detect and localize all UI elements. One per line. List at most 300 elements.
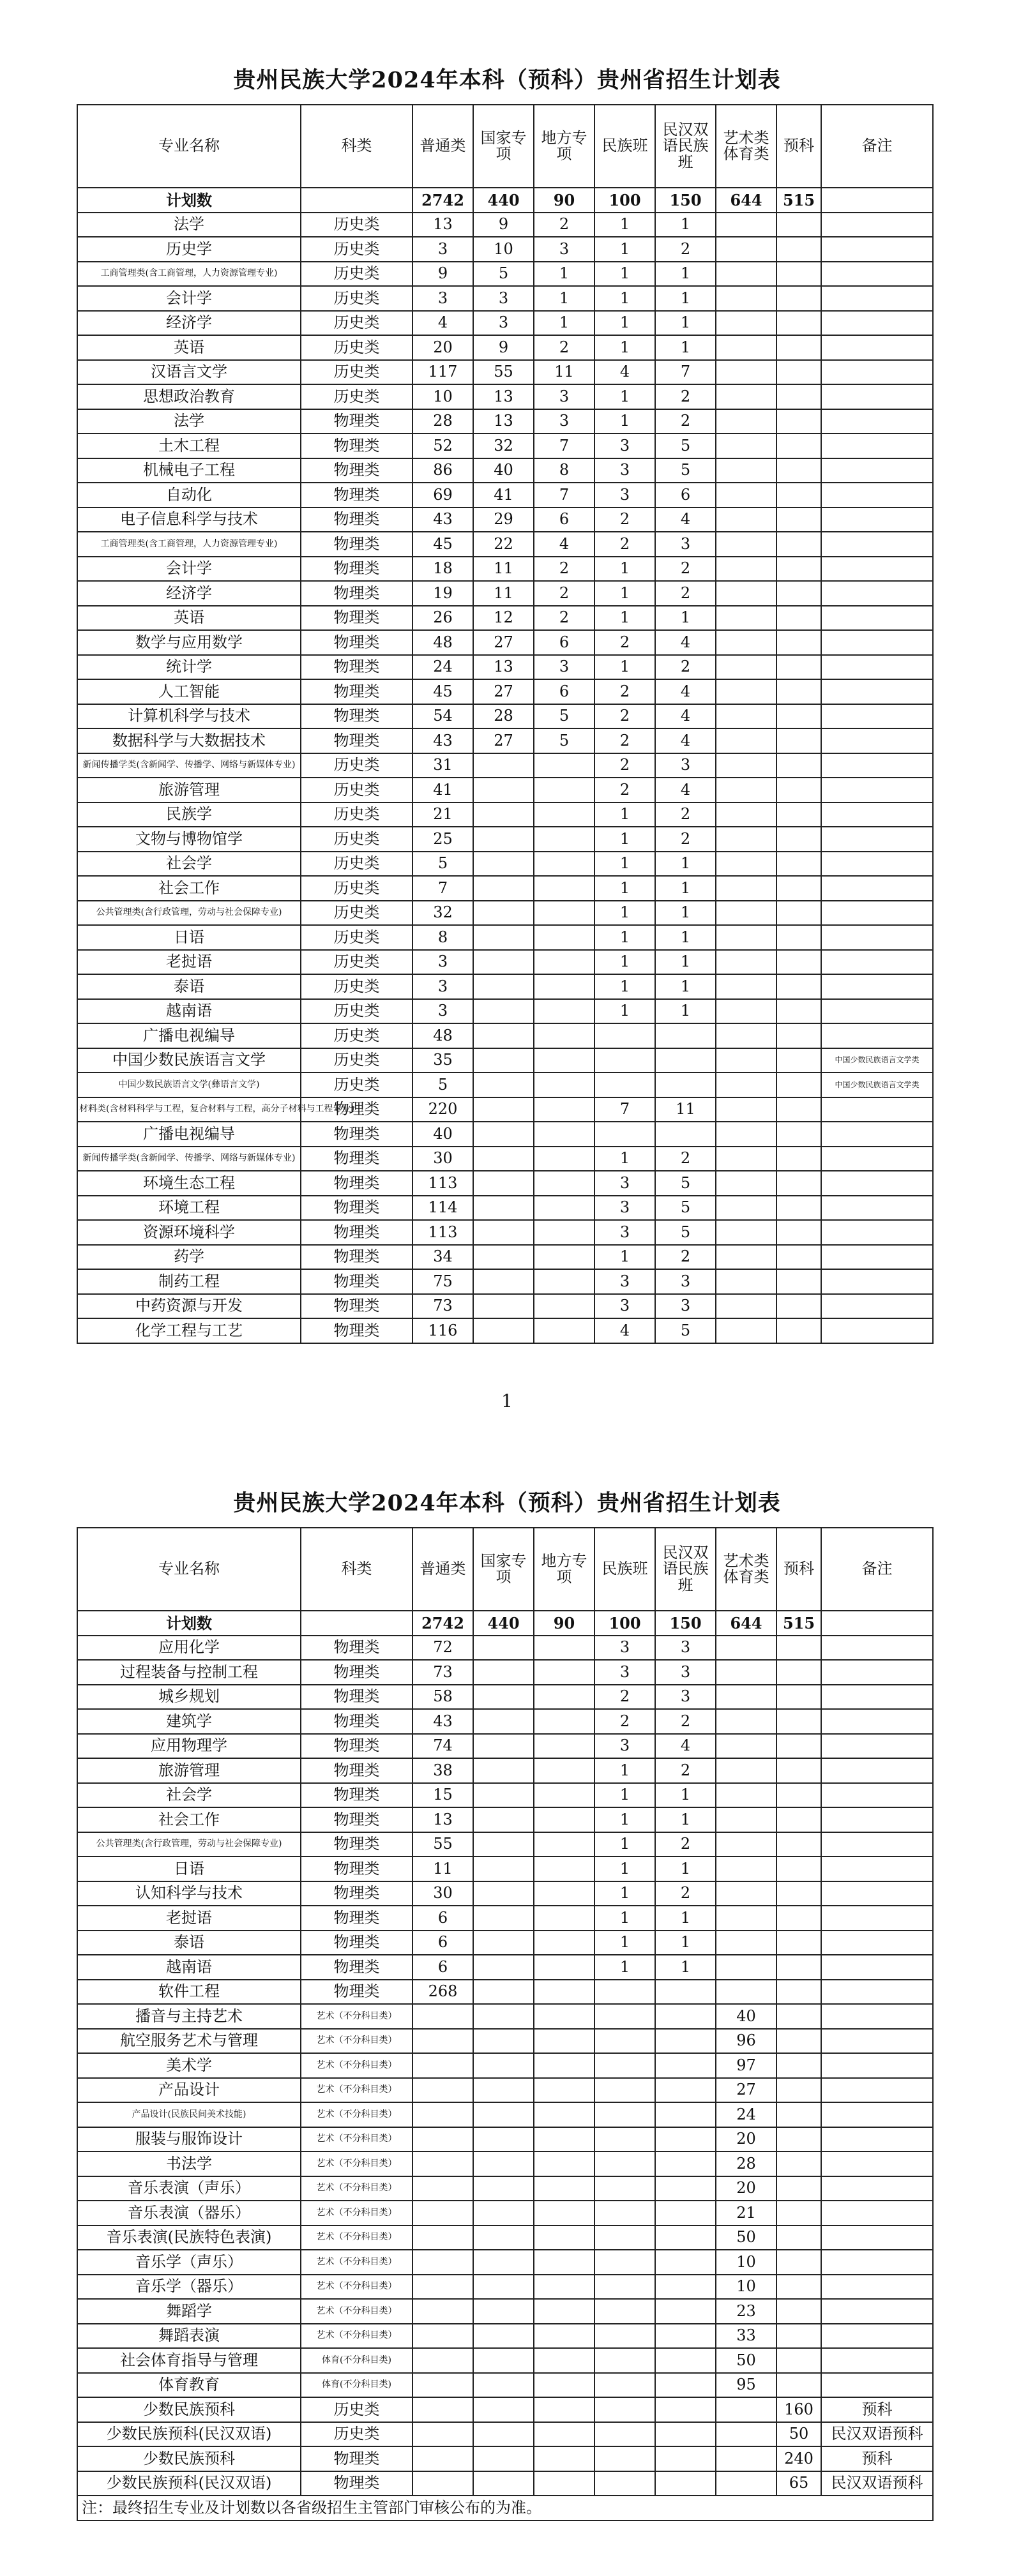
subject-cell: 物理类 <box>301 1196 412 1221</box>
ethnic-class-cell: 1 <box>594 1783 655 1808</box>
arts-sports-cell <box>716 508 776 532</box>
subject-cell: 物理类 <box>301 532 412 557</box>
remark-cell <box>821 1906 933 1931</box>
ethnic-class-cell <box>594 2078 655 2103</box>
total-arts-sports-cell: 644 <box>716 1611 776 1636</box>
major-cell: 越南语 <box>77 999 301 1024</box>
arts-sports-cell <box>716 999 776 1024</box>
ethnic-class-cell: 3 <box>594 1294 655 1319</box>
remark-cell <box>821 557 933 582</box>
remark-cell <box>821 1660 933 1685</box>
national-special-cell <box>473 2373 534 2398</box>
national-special-cell <box>473 1758 534 1783</box>
major-cell: 材料类(含材料科学与工程，复合材料与工程，高分子材料与工程专业) <box>77 1097 301 1122</box>
preparatory-cell <box>776 483 821 508</box>
local-special-cell: 1 <box>534 286 594 311</box>
remark-cell <box>821 1980 933 2005</box>
remark-cell <box>821 1097 933 1122</box>
remark-cell <box>821 1636 933 1661</box>
table-row <box>77 1685 933 1710</box>
preparatory-cell <box>776 2151 821 2176</box>
subject-cell: 物理类 <box>301 409 412 434</box>
national-special-cell <box>473 1269 534 1294</box>
remark-cell <box>821 2102 933 2127</box>
local-special-cell <box>534 1807 594 1832</box>
local-special-cell <box>534 1783 594 1808</box>
ethnic-class-cell: 2 <box>594 1709 655 1734</box>
preparatory-cell <box>776 827 821 852</box>
table-row <box>77 557 933 582</box>
national-special-cell: 27 <box>473 728 534 753</box>
table-row <box>77 606 933 631</box>
national-special-cell <box>473 2176 534 2201</box>
ethnic-class-cell: 1 <box>594 827 655 852</box>
remark-cell: 预科 <box>821 2397 933 2422</box>
bilingual-class-cell: 1 <box>655 974 716 999</box>
subject-cell: 物理类 <box>301 1783 412 1808</box>
ethnic-class-cell: 2 <box>594 532 655 557</box>
ethnic-class-cell: 1 <box>594 1807 655 1832</box>
local-special-cell <box>534 1955 594 1980</box>
subject-cell: 物理类 <box>301 630 412 655</box>
table-row <box>77 2226 933 2250</box>
regular-cell: 48 <box>412 630 473 655</box>
preparatory-cell <box>776 901 821 926</box>
bilingual-class-cell <box>655 1980 716 2005</box>
arts-sports-cell <box>716 974 776 999</box>
regular-cell: 25 <box>412 827 473 852</box>
ethnic-class-cell: 1 <box>594 581 655 606</box>
table-row <box>77 1832 933 1857</box>
regular-cell <box>412 2324 473 2349</box>
local-special-cell <box>534 1832 594 1857</box>
table-row <box>77 2422 933 2447</box>
table-row <box>77 1660 933 1685</box>
major-cell: 产品设计(民族民间美术技能) <box>77 2102 301 2127</box>
regular-cell: 58 <box>412 1685 473 1710</box>
subject-cell: 历史类 <box>301 778 412 802</box>
remark-cell <box>821 2201 933 2226</box>
table-row <box>77 2201 933 2226</box>
major-cell: 应用物理学 <box>77 1734 301 1759</box>
subject-cell: 物理类 <box>301 1660 412 1685</box>
major-cell: 广播电视编导 <box>77 1023 301 1048</box>
remark-cell <box>821 1023 933 1048</box>
preparatory-cell <box>776 1269 821 1294</box>
bilingual-class-cell <box>655 2471 716 2496</box>
bilingual-class-cell <box>655 2373 716 2398</box>
ethnic-class-cell: 1 <box>594 1758 655 1783</box>
preparatory-cell <box>776 1245 821 1270</box>
arts-sports-cell <box>716 1832 776 1857</box>
arts-sports-cell <box>716 311 776 336</box>
table-row <box>77 1147 933 1171</box>
ethnic-class-cell: 3 <box>594 458 655 483</box>
national-special-cell <box>473 901 534 926</box>
bilingual-class-cell <box>655 1122 716 1147</box>
major-cell: 播音与主持艺术 <box>77 2004 301 2029</box>
major-cell: 少数民族预科(民汉双语) <box>77 2422 301 2447</box>
totals-row <box>77 188 933 213</box>
local-special-cell: 4 <box>534 532 594 557</box>
total-remark-cell <box>821 1611 933 1636</box>
remark-cell <box>821 679 933 704</box>
regular-cell: 30 <box>412 1881 473 1906</box>
regular-cell: 11 <box>412 1857 473 1881</box>
regular-cell <box>412 2201 473 2226</box>
regular-cell: 3 <box>412 286 473 311</box>
table-row <box>77 728 933 753</box>
national-special-cell <box>473 2053 534 2078</box>
remark-cell <box>821 1881 933 1906</box>
national-special-cell <box>473 2348 534 2373</box>
regular-cell: 6 <box>412 1931 473 1955</box>
arts-sports-cell <box>716 1636 776 1661</box>
local-special-cell <box>534 974 594 999</box>
remark-cell <box>821 237 933 262</box>
regular-cell: 15 <box>412 1783 473 1808</box>
national-special-cell <box>473 1171 534 1196</box>
regular-cell <box>412 2348 473 2373</box>
major-cell: 会计学 <box>77 557 301 582</box>
regular-cell: 5 <box>412 852 473 877</box>
local-special-cell <box>534 1122 594 1147</box>
ethnic-class-cell: 1 <box>594 852 655 877</box>
bilingual-class-cell: 2 <box>655 409 716 434</box>
ethnic-class-cell: 1 <box>594 1832 655 1857</box>
preparatory-cell <box>776 876 821 901</box>
major-cell: 产品设计 <box>77 2078 301 2103</box>
arts-sports-cell: 95 <box>716 2373 776 2398</box>
regular-cell <box>412 2004 473 2029</box>
bilingual-class-cell <box>655 1048 716 1073</box>
local-special-cell <box>534 2373 594 2398</box>
bilingual-class-cell: 5 <box>655 1318 716 1343</box>
page-title: 贵州民族大学2024年本科（预科）贵州省招生计划表 <box>233 67 781 93</box>
remark-cell <box>821 1955 933 1980</box>
regular-cell <box>412 2446 473 2471</box>
arts-sports-cell <box>716 655 776 680</box>
remark-cell: 中国少数民族语言文学类 <box>821 1048 933 1073</box>
preparatory-cell <box>776 1857 821 1881</box>
preparatory-cell <box>776 262 821 287</box>
column-header: 地方专项 <box>534 105 594 188</box>
bilingual-class-cell <box>655 1073 716 1097</box>
preparatory-cell <box>776 286 821 311</box>
regular-cell: 48 <box>412 1023 473 1048</box>
preparatory-cell <box>776 581 821 606</box>
bilingual-class-cell <box>655 1023 716 1048</box>
table-row <box>77 2127 933 2152</box>
bilingual-class-cell: 1 <box>655 335 716 360</box>
major-cell: 环境工程 <box>77 1196 301 1221</box>
table-row <box>77 1171 933 1196</box>
subject-cell: 体育(不分科目类) <box>301 2348 412 2373</box>
preparatory-cell <box>776 2275 821 2300</box>
table-row <box>77 2078 933 2103</box>
bilingual-class-cell: 1 <box>655 606 716 631</box>
bilingual-class-cell: 2 <box>655 1709 716 1734</box>
ethnic-class-cell: 2 <box>594 630 655 655</box>
major-cell: 美术学 <box>77 2053 301 2078</box>
bilingual-class-cell <box>655 2127 716 2152</box>
preparatory-cell <box>776 704 821 729</box>
subject-cell: 物理类 <box>301 1220 412 1245</box>
preparatory-cell <box>776 2226 821 2250</box>
subject-cell: 历史类 <box>301 384 412 409</box>
local-special-cell <box>534 999 594 1024</box>
bilingual-class-cell <box>655 2176 716 2201</box>
subject-cell: 物理类 <box>301 1122 412 1147</box>
bilingual-class-cell <box>655 2397 716 2422</box>
arts-sports-cell <box>716 433 776 458</box>
preparatory-cell: 50 <box>776 2422 821 2447</box>
major-cell: 音乐表演（声乐） <box>77 2176 301 2201</box>
remark-cell <box>821 876 933 901</box>
ethnic-class-cell: 3 <box>594 1171 655 1196</box>
local-special-cell <box>534 1097 594 1122</box>
major-cell: 英语 <box>77 335 301 360</box>
bilingual-class-cell: 2 <box>655 1147 716 1171</box>
ethnic-class-cell: 3 <box>594 483 655 508</box>
arts-sports-cell: 50 <box>716 2226 776 2250</box>
ethnic-class-cell: 3 <box>594 1734 655 1759</box>
remark-cell <box>821 704 933 729</box>
major-cell: 法学 <box>77 213 301 237</box>
remark-cell <box>821 2275 933 2300</box>
local-special-cell: 2 <box>534 606 594 631</box>
local-special-cell <box>534 1660 594 1685</box>
preparatory-cell <box>776 508 821 532</box>
local-special-cell <box>534 1980 594 2005</box>
bilingual-class-cell: 11 <box>655 1097 716 1122</box>
ethnic-class-cell <box>594 1073 655 1097</box>
remark-cell <box>821 1758 933 1783</box>
subject-cell: 物理类 <box>301 728 412 753</box>
bilingual-class-cell: 1 <box>655 213 716 237</box>
preparatory-cell <box>776 2299 821 2324</box>
table-row <box>77 1048 933 1073</box>
arts-sports-cell <box>716 213 776 237</box>
subject-cell: 历史类 <box>301 901 412 926</box>
table-row <box>77 237 933 262</box>
major-cell: 自动化 <box>77 483 301 508</box>
major-cell: 土木工程 <box>77 433 301 458</box>
major-cell: 思想政治教育 <box>77 384 301 409</box>
regular-cell: 74 <box>412 1734 473 1759</box>
major-cell: 过程装备与控制工程 <box>77 1660 301 1685</box>
preparatory-cell <box>776 925 821 950</box>
preparatory-cell <box>776 532 821 557</box>
remark-cell <box>821 2176 933 2201</box>
remark-cell <box>821 1783 933 1808</box>
preparatory-cell <box>776 2373 821 2398</box>
arts-sports-cell: 24 <box>716 2102 776 2127</box>
subject-cell: 历史类 <box>301 876 412 901</box>
plan-table-2 <box>77 1527 934 2521</box>
table-row <box>77 532 933 557</box>
table-row <box>77 901 933 926</box>
total-subject-cell <box>301 1611 412 1636</box>
bilingual-class-cell: 2 <box>655 1881 716 1906</box>
arts-sports-cell: 27 <box>716 2078 776 2103</box>
bilingual-class-cell: 1 <box>655 262 716 287</box>
total-bilingual-class-cell: 150 <box>655 1611 716 1636</box>
preparatory-cell <box>776 1073 821 1097</box>
column-header: 备注 <box>821 1528 933 1611</box>
bilingual-class-cell: 1 <box>655 901 716 926</box>
table-row <box>77 1980 933 2005</box>
subject-cell: 物理类 <box>301 704 412 729</box>
ethnic-class-cell <box>594 2127 655 2152</box>
subject-cell: 艺术（不分科目类） <box>301 2299 412 2324</box>
ethnic-class-cell: 1 <box>594 1881 655 1906</box>
remark-cell <box>821 974 933 999</box>
ethnic-class-cell <box>594 2373 655 2398</box>
arts-sports-cell <box>716 827 776 852</box>
table-row <box>77 360 933 385</box>
national-special-cell <box>473 1881 534 1906</box>
remark-cell <box>821 384 933 409</box>
national-special-cell: 3 <box>473 311 534 336</box>
preparatory-cell <box>776 1906 821 1931</box>
local-special-cell: 2 <box>534 557 594 582</box>
header-row <box>77 105 933 188</box>
ethnic-class-cell <box>594 1023 655 1048</box>
arts-sports-cell <box>716 1758 776 1783</box>
preparatory-cell <box>776 999 821 1024</box>
table-row <box>77 630 933 655</box>
total-ethnic-class-cell: 100 <box>594 188 655 213</box>
national-special-cell <box>473 1807 534 1832</box>
arts-sports-cell <box>716 1807 776 1832</box>
table-row <box>77 2324 933 2349</box>
table-row <box>77 1097 933 1122</box>
national-special-cell: 27 <box>473 630 534 655</box>
national-special-cell: 32 <box>473 433 534 458</box>
local-special-cell <box>534 950 594 975</box>
remark-cell <box>821 581 933 606</box>
preparatory-cell <box>776 1122 821 1147</box>
ethnic-class-cell: 2 <box>594 508 655 532</box>
local-special-cell <box>534 1857 594 1881</box>
regular-cell: 52 <box>412 433 473 458</box>
table-row <box>77 581 933 606</box>
major-cell: 认知科学与技术 <box>77 1881 301 1906</box>
major-cell: 日语 <box>77 925 301 950</box>
local-special-cell: 6 <box>534 630 594 655</box>
regular-cell: 43 <box>412 728 473 753</box>
bilingual-class-cell: 1 <box>655 1783 716 1808</box>
ethnic-class-cell: 1 <box>594 335 655 360</box>
major-cell: 制药工程 <box>77 1269 301 1294</box>
major-cell: 社会体育指导与管理 <box>77 2348 301 2373</box>
table-row <box>77 2102 933 2127</box>
ethnic-class-cell: 1 <box>594 384 655 409</box>
remark-cell: 预科 <box>821 2446 933 2471</box>
subject-cell: 物理类 <box>301 508 412 532</box>
major-cell: 中药资源与开发 <box>77 1294 301 1319</box>
remark-cell <box>821 1807 933 1832</box>
bilingual-class-cell: 2 <box>655 655 716 680</box>
footnote: 注：最终招生专业及计划数以各省级招生主管部门审核公布的为准。 <box>77 2496 933 2520</box>
table-row <box>77 2029 933 2054</box>
ethnic-class-cell: 4 <box>594 1318 655 1343</box>
local-special-cell <box>534 1171 594 1196</box>
regular-cell: 18 <box>412 557 473 582</box>
national-special-cell <box>473 2446 534 2471</box>
regular-cell <box>412 2373 473 2398</box>
national-special-cell <box>473 2226 534 2250</box>
column-header: 民族班 <box>594 105 655 188</box>
local-special-cell <box>534 2446 594 2471</box>
local-special-cell <box>534 1758 594 1783</box>
ethnic-class-cell <box>594 2102 655 2127</box>
ethnic-class-cell <box>594 2397 655 2422</box>
major-cell: 旅游管理 <box>77 778 301 802</box>
bilingual-class-cell: 2 <box>655 1758 716 1783</box>
ethnic-class-cell: 1 <box>594 1857 655 1881</box>
arts-sports-cell <box>716 728 776 753</box>
national-special-cell <box>473 2275 534 2300</box>
major-cell: 社会学 <box>77 852 301 877</box>
remark-cell <box>821 1196 933 1221</box>
ethnic-class-cell: 4 <box>594 360 655 385</box>
national-special-cell <box>473 1709 534 1734</box>
column-header: 预科 <box>776 105 821 188</box>
subject-cell: 物理类 <box>301 483 412 508</box>
table-row <box>77 1122 933 1147</box>
preparatory-cell <box>776 1048 821 1073</box>
table-row <box>77 2053 933 2078</box>
ethnic-class-cell <box>594 2348 655 2373</box>
arts-sports-cell <box>716 950 776 975</box>
major-cell: 社会学 <box>77 1783 301 1808</box>
subject-cell: 历史类 <box>301 753 412 778</box>
remark-cell <box>821 458 933 483</box>
subject-cell: 物理类 <box>301 1147 412 1171</box>
ethnic-class-cell: 1 <box>594 1931 655 1955</box>
preparatory-cell <box>776 778 821 802</box>
subject-cell: 物理类 <box>301 1709 412 1734</box>
table-row <box>77 458 933 483</box>
regular-cell: 3 <box>412 999 473 1024</box>
subject-cell: 历史类 <box>301 1023 412 1048</box>
bilingual-class-cell: 1 <box>655 1857 716 1881</box>
local-special-cell: 11 <box>534 360 594 385</box>
arts-sports-cell <box>716 901 776 926</box>
bilingual-class-cell: 4 <box>655 508 716 532</box>
regular-cell <box>412 2422 473 2447</box>
subject-cell: 艺术（不分科目类） <box>301 2004 412 2029</box>
total-preparatory-cell: 515 <box>776 1611 821 1636</box>
arts-sports-cell <box>716 1955 776 1980</box>
bilingual-class-cell: 3 <box>655 1660 716 1685</box>
national-special-cell <box>473 1048 534 1073</box>
subject-cell: 历史类 <box>301 974 412 999</box>
arts-sports-cell <box>716 2422 776 2447</box>
ethnic-class-cell: 1 <box>594 237 655 262</box>
subject-cell: 物理类 <box>301 655 412 680</box>
preparatory-cell <box>776 1196 821 1221</box>
table-row <box>77 409 933 434</box>
table-row <box>77 974 933 999</box>
bilingual-class-cell: 2 <box>655 384 716 409</box>
table-row <box>77 679 933 704</box>
preparatory-cell <box>776 852 821 877</box>
bilingual-class-cell: 5 <box>655 1196 716 1221</box>
local-special-cell <box>534 2176 594 2201</box>
